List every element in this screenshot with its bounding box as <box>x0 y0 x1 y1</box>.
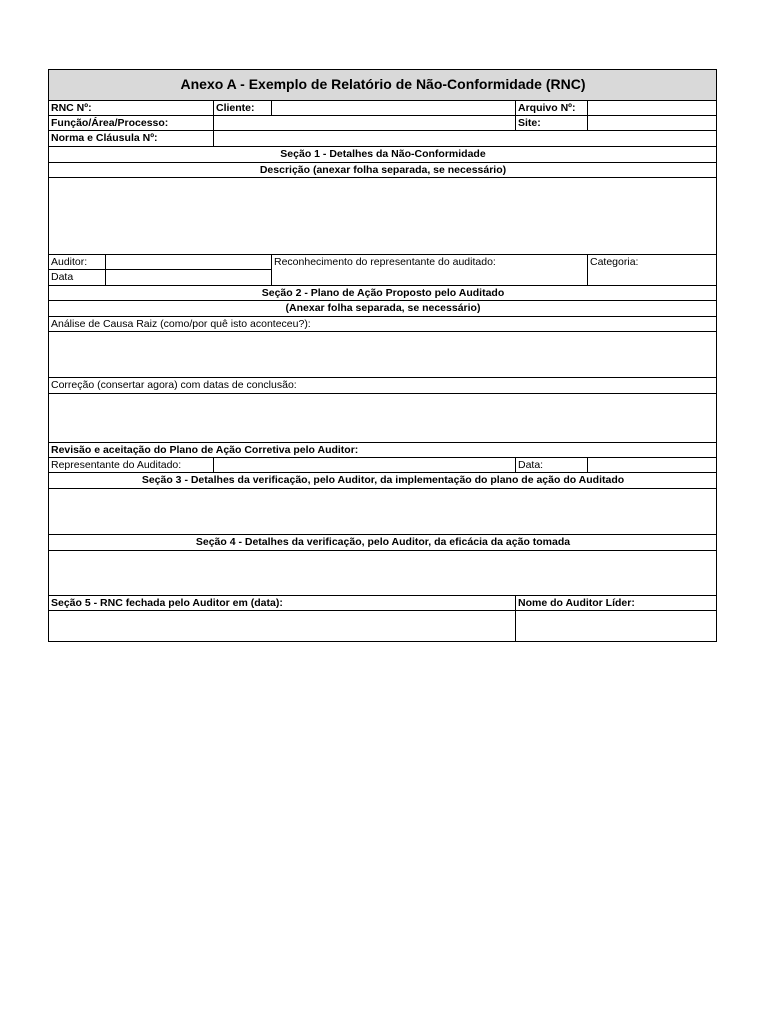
lead-auditor-field[interactable] <box>515 610 717 642</box>
correcao-field[interactable] <box>48 393 717 442</box>
site-field[interactable] <box>587 115 717 130</box>
arquivo-label: Arquivo Nº: <box>515 100 587 115</box>
causa-raiz-label: Análise de Causa Raiz (como/por quê isto aconteceu?): <box>48 316 717 331</box>
norma-clausula-field[interactable] <box>213 130 717 146</box>
descricao-field[interactable] <box>48 177 717 254</box>
data-label: Data <box>48 269 105 285</box>
categoria-label: Categoria: <box>590 256 639 268</box>
section-2-subtitle: (Anexar folha separada, se necessário) <box>48 300 717 316</box>
descricao-label: Descrição (anexar folha separada, se necessário) <box>48 162 717 177</box>
funcao-area-processo-label: Função/Área/Processo: <box>48 115 213 130</box>
revisao-data-label: Data: <box>515 457 587 472</box>
data-field[interactable] <box>105 269 271 285</box>
rnc-number-label: RNC Nº: <box>48 100 213 115</box>
rnc-form <box>48 69 717 642</box>
arquivo-field[interactable] <box>587 100 717 115</box>
site-label: Site: <box>515 115 587 130</box>
section-4-field[interactable] <box>48 550 717 595</box>
norma-clausula-label: Norma e Cláusula Nº: <box>48 130 213 146</box>
correcao-label: Correção (consertar agora) com datas de conclusão: <box>48 377 717 393</box>
reconhecimento-field[interactable] <box>271 254 587 285</box>
section-5-title: Seção 5 - RNC fechada pelo Auditor em (data): <box>48 595 515 610</box>
causa-raiz-field[interactable] <box>48 331 717 377</box>
form-border-bottom <box>48 641 717 642</box>
auditor-field[interactable] <box>105 254 271 269</box>
section-3-field[interactable] <box>48 488 717 534</box>
categoria-field[interactable] <box>587 254 717 285</box>
section-2-title: Seção 2 - Plano de Ação Proposto pelo Auditado <box>48 285 717 300</box>
revisao-data-field[interactable] <box>587 457 717 472</box>
reconhecimento-label: Reconhecimento do representante do auditado: <box>274 256 496 268</box>
lead-auditor-label: Nome do Auditor Líder: <box>515 595 717 610</box>
form-title: Anexo A - Exemplo de Relatório de Não-Conformidade (RNC) <box>48 69 717 100</box>
auditor-label: Auditor: <box>48 254 105 269</box>
cliente-label: Cliente: <box>213 100 271 115</box>
revisao-label: Revisão e aceitação do Plano de Ação Corretiva pelo Auditor: <box>48 442 717 457</box>
section-4-title: Seção 4 - Detalhes da verificação, pelo Auditor, da eficácia da ação tomada <box>48 534 717 550</box>
section-1-title: Seção 1 - Detalhes da Não-Conformidade <box>48 146 717 162</box>
form-border-right <box>716 69 717 642</box>
representante-field[interactable] <box>213 457 515 472</box>
section-5-date-field[interactable] <box>48 610 515 642</box>
section-3-title: Seção 3 - Detalhes da verificação, pelo Auditor, da implementação do plano de ação do Auditado <box>48 472 717 488</box>
funcao-area-processo-field[interactable] <box>213 115 515 130</box>
representante-label: Representante do Auditado: <box>48 457 213 472</box>
cliente-field[interactable] <box>271 100 515 115</box>
